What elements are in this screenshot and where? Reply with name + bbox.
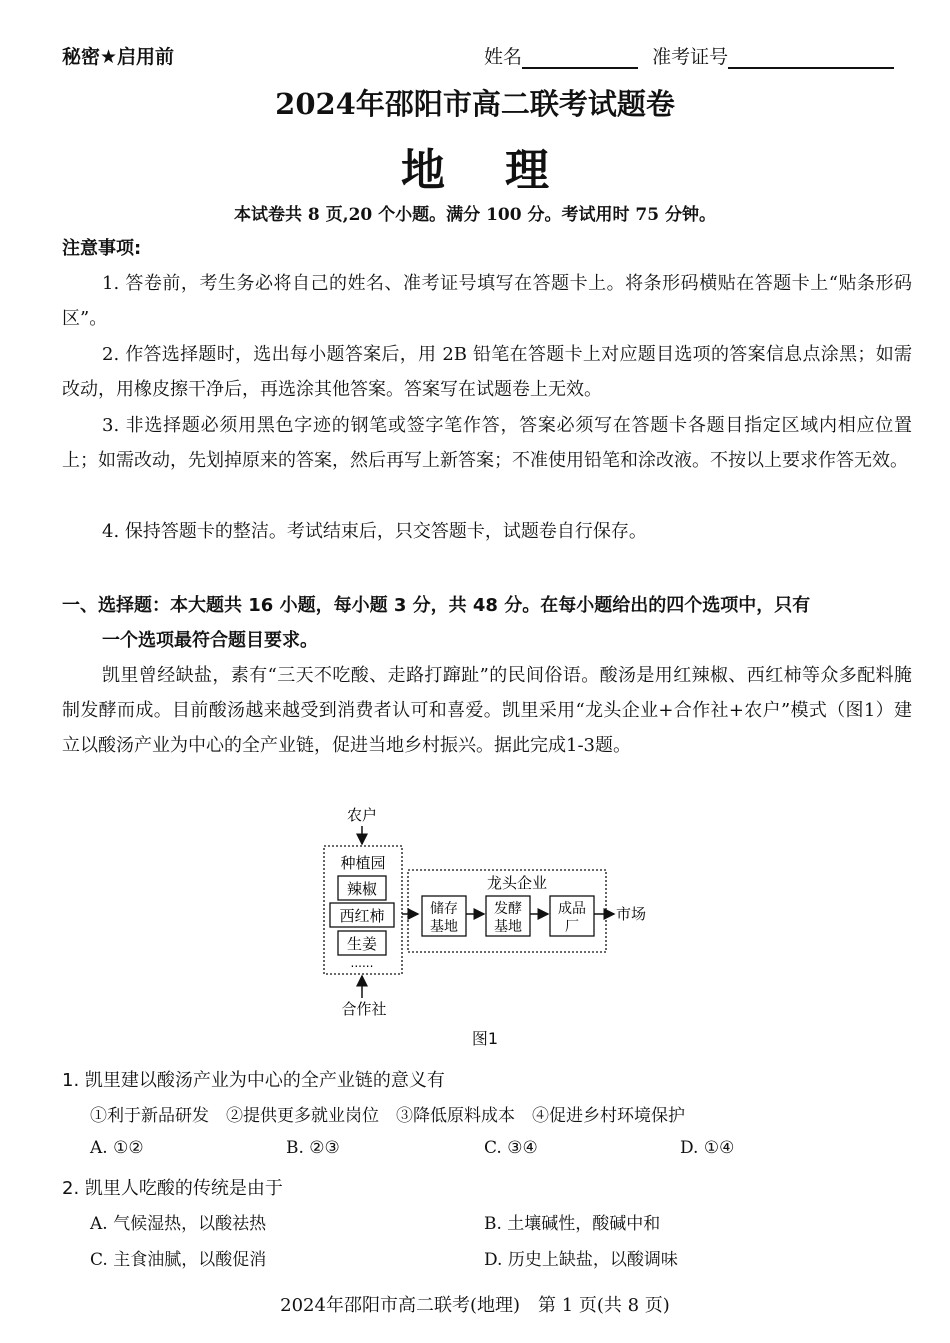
notice-heading: 注意事项: — [62, 238, 142, 259]
storage-label-2: 基地 — [430, 919, 458, 935]
question-1-option-b: B. ②③ — [286, 1138, 340, 1158]
figure-caption: 图1 — [471, 1029, 499, 1048]
crop-pepper: 辣椒 — [346, 880, 378, 898]
ferment-label-1: 发酵 — [494, 901, 522, 917]
id-label: 准考证号 — [652, 46, 729, 68]
farmer-label: 农户 — [346, 806, 378, 824]
notice-item-4: 4. 保持答题卡的整洁。考试结束后，只交答题卡，试题卷自行保存。 — [102, 521, 647, 542]
question-2-option-c: C. 主食油腻，以酸促消 — [90, 1250, 267, 1270]
candidate-info — [484, 42, 894, 69]
section-1-title-line1: 一、选择题：本大题共 16 小题，每小题 3 分，共 48 分。在每小题给出的四个选项中，只有 — [62, 595, 811, 616]
exam-title: 2024年邵阳市高二联考试题卷 — [275, 87, 675, 121]
enterprise-label: 龙头企业 — [486, 874, 548, 892]
question-2-stem: 2. 凯里人吃酸的传统是由于 — [62, 1178, 283, 1199]
page-footer: 2024年邵阳市高二联考(地理) 第 1 页(共 8 页) — [280, 1295, 670, 1316]
subject-title: 地理 — [401, 145, 609, 196]
id-blank — [728, 49, 894, 69]
product-label-2: 厂 — [565, 919, 579, 935]
plantation-label: 种植园 — [340, 854, 386, 872]
question-1-option-d: D. ①④ — [680, 1138, 735, 1158]
crop-tomato: 西红柿 — [339, 907, 385, 925]
notice-item-3: 3. 非选择题必须用黑色字迹的钢笔或签字笔作答，答案必须写在答题卡各题目指定区域内相应位置上；如需改动，先划掉原来的答案，然后再写上新答案；不准使用铅笔和涂改液。不按以上要求作答无效。 — [62, 415, 912, 471]
question-1-stem: 1. 凯里建以酸汤产业为中心的全产业链的意义有 — [62, 1070, 445, 1091]
market-label: 市场 — [616, 905, 647, 923]
exam-meta: 本试卷共 8 页,20 个小题。满分 100 分。考试用时 75 分钟。 — [234, 205, 716, 225]
section-1-title — [62, 588, 912, 658]
ellipsis-dots: ...... — [350, 956, 374, 970]
notice-item-1: 1. 答卷前，考生务必将自己的姓名、准考证号填写在答题卡上。将条形码横贴在答题卡上“贴条形码区”。 — [62, 273, 912, 329]
question-1-option-a: A. ①② — [90, 1138, 144, 1158]
name-blank — [522, 49, 638, 69]
name-label: 姓名 — [484, 46, 523, 68]
passage: 凯里曾经缺盐，素有“三天不吃酸、走路打蹿趾”的民间俗语。酸汤是用红辣椒、西红柿等众多配料腌制发酵而成。目前酸汤越来越受到消费者认可和喜爱。凯里采用“龙头企业+合作社+农户”模式（图1）建立以酸汤产业为中心的全产业链，促进当地乡村振兴。据此完成1-3题。 — [62, 665, 912, 756]
notice-item-2: 2. 作答选择题时，选出每小题答案后，用 2B 铅笔在答题卡上对应题目选项的答案信息点涂黑；如需改动，用橡皮擦干净后，再选涂其他答案。答案写在试题卷上无效。 — [62, 344, 912, 400]
figure-1-diagram — [318, 800, 658, 1022]
question-2-option-d: D. 历史上缺盐，以酸调味 — [484, 1250, 678, 1270]
storage-label-1: 储存 — [430, 901, 458, 917]
coop-label: 合作社 — [341, 1000, 387, 1018]
ferment-label-2: 基地 — [494, 919, 522, 935]
question-2-option-b: B. 土壤碱性，酸碱中和 — [484, 1214, 661, 1234]
product-label-1: 成品 — [558, 901, 586, 917]
section-1-title-line2: 一个选项最符合题目要求。 — [102, 630, 318, 651]
crop-ginger: 生姜 — [346, 935, 378, 953]
secret-label: 秘密★启用前 — [62, 46, 175, 68]
question-1-option-c: C. ③④ — [484, 1138, 538, 1158]
question-1-items: ①利于新品研发 ②提供更多就业岗位 ③降低原料成本 ④促进乡村环境保护 — [90, 1106, 685, 1126]
question-2-option-a: A. 气候湿热，以酸祛热 — [90, 1214, 267, 1234]
